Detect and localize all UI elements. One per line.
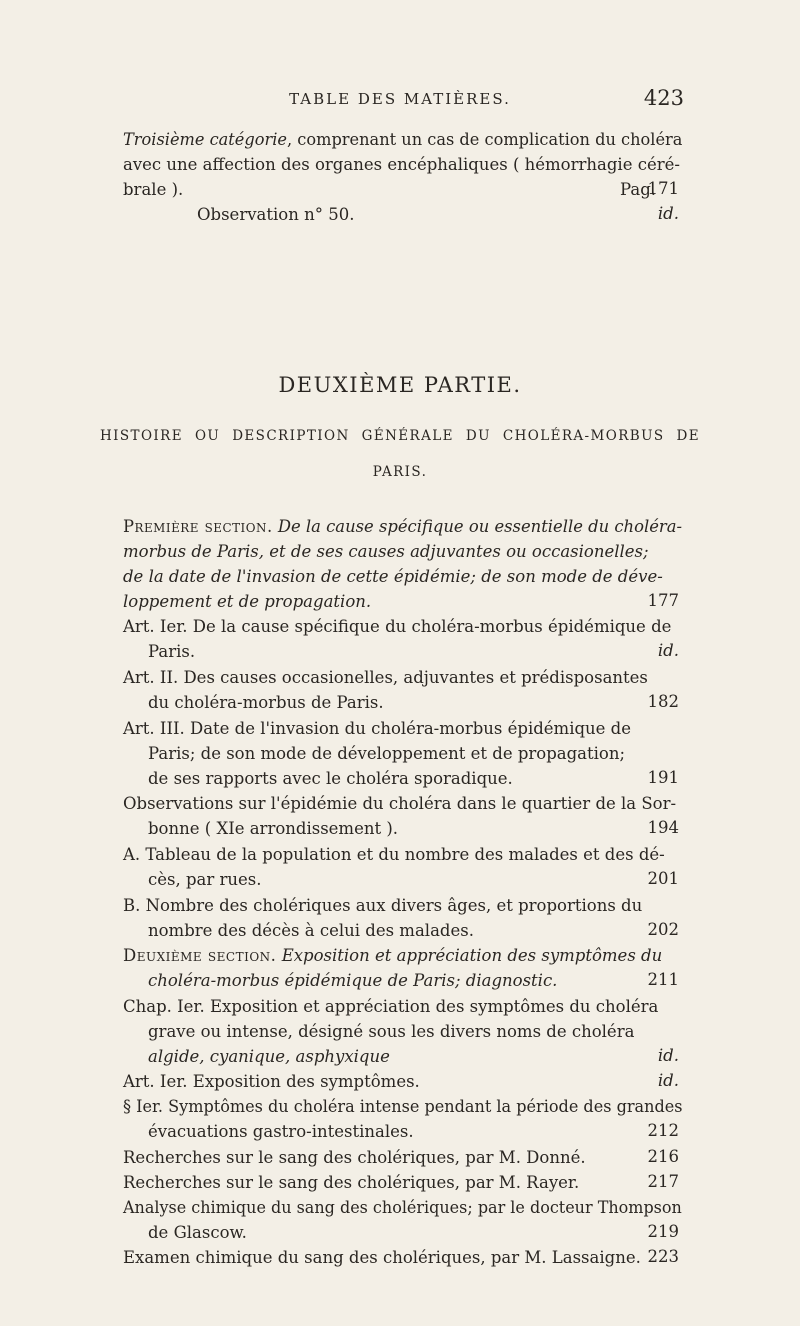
section-1-title-4: loppement et de propagation. bbox=[123, 592, 372, 611]
intro-page: 171 bbox=[647, 179, 679, 198]
toc-entry-lassaigne: Examen chimique du sang des cholériques, par M. Lassaigne. bbox=[123, 1248, 641, 1267]
section-2-title-1: Exposition et appréciation des symptômes du bbox=[281, 946, 663, 965]
section-1-title-1: De la cause spécifique ou essentielle du choléra- bbox=[277, 517, 683, 536]
section-1-heading bbox=[123, 516, 682, 538]
section-1-label: Première section. bbox=[123, 517, 273, 536]
toc-entry-art-3-page: 191 bbox=[647, 768, 679, 787]
toc-entry-chap-1-page: id. bbox=[657, 1046, 679, 1065]
toc-entry-rayer-page: 217 bbox=[647, 1172, 679, 1191]
toc-entry-thompson-page: 219 bbox=[647, 1222, 679, 1241]
toc-entry-thompson-cont: de Glascow. bbox=[148, 1223, 247, 1242]
intro-line-2: avec une affection des organes encéphaliques ( hémorrhagie céré- bbox=[123, 155, 680, 174]
section-1-page: 177 bbox=[647, 591, 679, 610]
toc-entry-art-2-page: 182 bbox=[647, 692, 679, 711]
section-2-page: 211 bbox=[647, 970, 679, 989]
toc-entry-art-1-page: id. bbox=[657, 641, 679, 660]
toc-entry-chap-1-cont: grave ou intense, désigné sous les divers noms de choléra bbox=[148, 1022, 635, 1041]
toc-entry-observations-page: 194 bbox=[647, 818, 679, 837]
section-2-title-2: choléra-morbus épidémique de Paris; diagnostic. bbox=[148, 971, 558, 990]
toc-entry-art-1-exposition-page: id. bbox=[657, 1071, 679, 1090]
toc-entry-b: B. Nombre des cholériques aux divers âges, et proportions du bbox=[123, 896, 643, 915]
toc-entry-art-3-cont-1: Paris; de son mode de développement et de propagation; bbox=[148, 744, 626, 763]
toc-entry-donne-page: 216 bbox=[647, 1147, 679, 1166]
toc-entry-art-3-cont-2: de ses rapports avec le choléra sporadique. bbox=[148, 769, 513, 788]
part-subtitle-line-2: PARIS. bbox=[372, 464, 428, 480]
toc-entry-b-cont: nombre des décès à celui des malades. bbox=[148, 921, 474, 940]
toc-entry-rayer: Recherches sur le sang des cholériques, par M. Rayer. bbox=[123, 1173, 580, 1192]
section-1-title-2: morbus de Paris, et de ses causes adjuvantes ou occasionelles; bbox=[123, 542, 649, 561]
toc-entry-thompson: Analyse chimique du sang des cholériques; par le docteur Thompson bbox=[123, 1198, 682, 1217]
category-label: Troisième catégorie bbox=[123, 130, 287, 149]
toc-entry-observations: Observations sur l'épidémie du choléra dans le quartier de la Sor- bbox=[123, 794, 677, 813]
section-2-label: Deuxième section. bbox=[123, 946, 277, 965]
toc-entry-art-1-exposition: Art. Ier. Exposition des symptômes. bbox=[123, 1072, 420, 1091]
toc-entry-art-3: Art. III. Date de l'invasion du choléra-morbus épidémique de bbox=[123, 719, 631, 738]
toc-entry-art-1-cont: Paris. bbox=[148, 642, 196, 661]
part-title: DEUXIÈME PARTIE. bbox=[278, 373, 522, 397]
toc-entry-chap-1-italic: algide, cyanique, asphyxique bbox=[148, 1047, 390, 1066]
toc-entry-art-2-cont: du choléra-morbus de Paris. bbox=[148, 693, 384, 712]
toc-entry-observations-cont: bonne ( XIe arrondissement ). bbox=[148, 819, 399, 838]
pag-label: Pag. bbox=[620, 180, 657, 199]
observation-50-page: id. bbox=[657, 204, 679, 223]
running-head-title: TABLE DES MATIÈRES. bbox=[289, 90, 511, 108]
toc-entry-a-page: 201 bbox=[647, 869, 679, 888]
observation-50: Observation n° 50. bbox=[197, 205, 355, 224]
toc-entry-paragraph-1-page: 212 bbox=[647, 1121, 679, 1140]
section-2-heading bbox=[123, 945, 662, 967]
toc-entry-art-2: Art. II. Des causes occasionelles, adjuvantes et prédisposantes bbox=[123, 668, 648, 687]
toc-entry-art-1: Art. Ier. De la cause spécifique du choléra-morbus épidémique de bbox=[123, 617, 672, 636]
part-subtitle-line-1: HISTOIRE OU DESCRIPTION GÉNÉRALE DU CHOLÉRA-MORBUS DE bbox=[100, 428, 700, 444]
intro-line-3: brale ). bbox=[123, 180, 184, 199]
page-number: 423 bbox=[643, 86, 684, 110]
toc-entry-donne: Recherches sur le sang des cholériques, par M. Donné. bbox=[123, 1148, 586, 1167]
section-1-title-3: de la date de l'invasion de cette épidémie; de son mode de déve- bbox=[123, 567, 663, 586]
toc-entry-chap-1: Chap. Ier. Exposition et appréciation des symptômes du choléra bbox=[123, 997, 659, 1016]
toc-entry-b-page: 202 bbox=[647, 920, 679, 939]
toc-entry-lassaigne-page: 223 bbox=[647, 1247, 679, 1266]
intro-line-1 bbox=[123, 129, 682, 151]
running-head bbox=[0, 88, 800, 114]
toc-entry-a-cont: cès, par rues. bbox=[148, 870, 262, 889]
toc-entry-paragraph-1: § Ier. Symptômes du choléra intense pendant la période des grandes bbox=[123, 1097, 683, 1116]
toc-entry-paragraph-1-cont: évacuations gastro-intestinales. bbox=[148, 1122, 414, 1141]
toc-entry-a: A. Tableau de la population et du nombre des malades et des dé- bbox=[123, 845, 665, 864]
intro-line-1-rest: , comprenant un cas de complication du choléra bbox=[286, 130, 683, 149]
